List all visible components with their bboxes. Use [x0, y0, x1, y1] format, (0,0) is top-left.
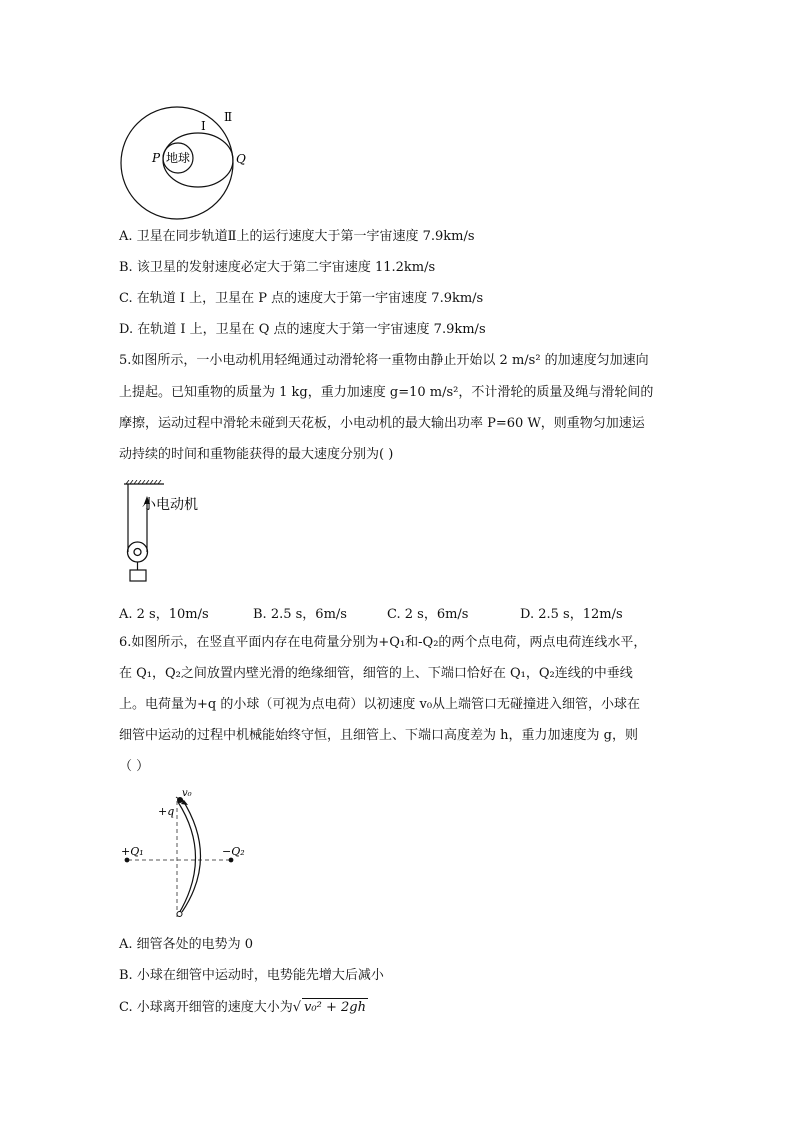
q5-line-1: 5.如图所示，一小电动机用轻绳通过动滑轮将一重物由静止开始以 2 m/s² 的加速度匀加速向: [119, 353, 649, 368]
q5-line-3: 摩擦，运动过程中滑轮未碰到天花板，小电动机的最大输出功率 P=60 W，则重物匀加速运: [119, 416, 645, 431]
weight-block: [130, 570, 146, 581]
q5-option-D: D. 2.5 s，12m/s: [520, 607, 623, 622]
q5-option-A: A. 2 s，10m/s: [119, 607, 209, 622]
q6-line-4: 细管中运动的过程中机械能始终守恒，且细管上、下端口高度差为 h，重力加速度为 g，则: [119, 728, 638, 743]
q5-option-B: B. 2.5 s，6m/s: [253, 607, 347, 622]
tube-bottom-end: [177, 912, 182, 917]
q6-line-5: （ ）: [119, 759, 150, 774]
q4-option-C: C. 在轨道 I 上，卫星在 P 点的速度大于第一宇宙速度 7.9km/s: [119, 291, 484, 306]
q5-line-2: 上提起。已知重物的质量为 1 kg，重力加速度 g=10 m/s²，不计滑轮的质量及绳与滑轮间的: [119, 385, 654, 400]
earth-label: 地球: [166, 151, 191, 165]
orbit-II-label: Ⅱ: [224, 110, 233, 124]
charge-Q1-dot: [125, 858, 130, 863]
pulley-inner: [134, 549, 141, 556]
v0-label: v₀: [182, 788, 192, 799]
point-Q-label: Q: [236, 152, 246, 166]
q6-option-C-text: C. 小球离开细管的速度大小为: [119, 1000, 293, 1015]
Q2-label: −Q₂: [222, 845, 245, 858]
charge-tube-figure: [118, 785, 248, 923]
q6-option-C-formula: v₀² + 2gh: [304, 1000, 366, 1015]
charge-Q2-dot: [229, 858, 234, 863]
motor-label: 小电动机: [142, 497, 198, 513]
q6-line-2: 在 Q₁，Q₂之间放置内壁光滑的绝缘细管，细管的上、下端口恰好在 Q₁，Q₂连线的中垂线: [119, 666, 633, 681]
q4-option-A: A. 卫星在同步轨道Ⅱ上的运行速度大于第一宇宙速度 7.9km/s: [119, 229, 475, 244]
q4-option-B: B. 该卫星的发射速度必定大于第二宇宙速度 11.2km/s: [119, 260, 436, 275]
Q1-label: +Q₁: [121, 845, 144, 858]
q6-option-B: B. 小球在细管中运动时，电势能先增大后减小: [119, 968, 384, 983]
ball-charge-label: +q: [158, 805, 175, 818]
q6-option-A: A. 细管各处的电势为 0: [119, 937, 254, 952]
orbit-figure: [118, 105, 258, 225]
q5-line-4: 动持续的时间和重物能获得的最大速度分别为( ): [119, 447, 394, 462]
pulley-outer: [128, 542, 148, 562]
q6-option-C: [119, 998, 368, 1017]
sqrt-symbol: √: [292, 1000, 302, 1015]
pulley-figure: [118, 480, 218, 586]
q4-option-D: D. 在轨道 I 上，卫星在 Q 点的速度大于第一宇宙速度 7.9km/s: [119, 322, 486, 337]
orbit-I-label: I: [201, 119, 206, 133]
q6-line-3: 上。电荷量为+q 的小球（可视为点电荷）以初速度 v₀从上端管口无碰撞进入细管，小球在: [119, 697, 641, 712]
q6-line-1: 6.如图所示，在竖直平面内存在电荷量分别为+Q₁和-Q₂的两个点电荷，两点电荷连线水平，: [119, 635, 647, 650]
point-P-label: P: [152, 151, 161, 165]
q5-option-C: C. 2 s，6m/s: [387, 607, 469, 622]
tube-inner: [182, 799, 201, 912]
ceiling-hatch: [126, 480, 161, 484]
q5-options: [119, 603, 679, 622]
